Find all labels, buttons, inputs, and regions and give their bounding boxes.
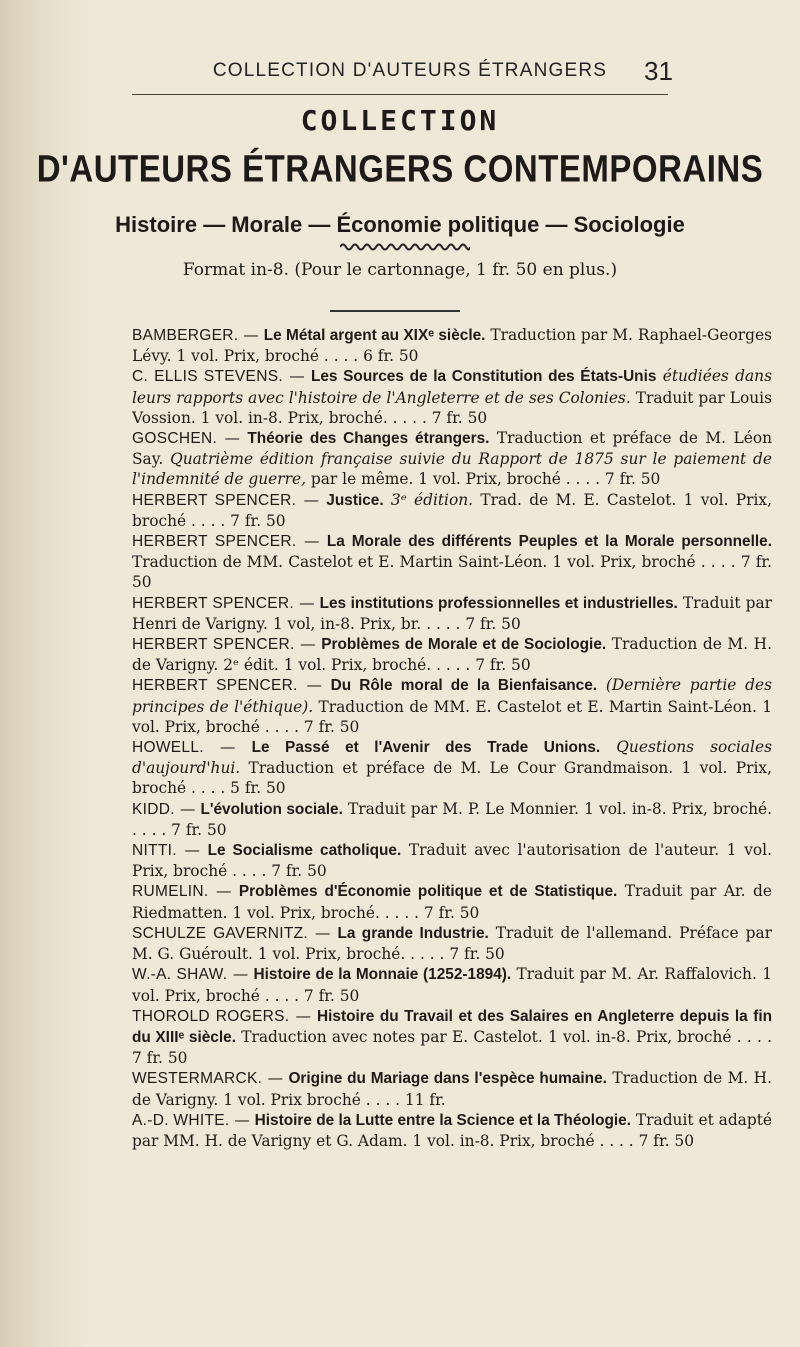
entry-subtitle: Quatrième édition française suivie du Rapport de 1875 sur le paiement de l'indemnité de guerre, — [132, 450, 772, 489]
entry-price: 7 fr. 50 — [604, 470, 661, 489]
entry-author: HERBERT SPENCER. — [132, 677, 298, 695]
entry-title: L'évolution sociale. — [200, 800, 343, 818]
entry-body: BAMBERGER. — Le Métal argent au XIXᵉ siècle. Traduction par M. Raphael-Georges Lévy. 1 vol. Prix, broché — [132, 326, 772, 366]
catalog-entry — [132, 840, 772, 881]
entry-author: HERBERT SPENCER. — [132, 533, 297, 551]
dot-leader: . . . . — [421, 614, 466, 633]
entry-price: 11 fr. — [404, 1090, 446, 1109]
entry-author: HERBERT SPENCER. — [132, 636, 295, 654]
entry-title: Histoire de la Lutte entre la Science et la Théologie. — [254, 1111, 631, 1129]
catalog-entry — [132, 923, 772, 964]
entry-title: La Morale des différents Peuples et la Morale personnelle. — [326, 533, 772, 551]
entry-details: Traduction et préface de M. Le Cour Grandmaison. 1 vol. Prix, broché — [132, 759, 772, 798]
dot-leader: . . . . — [227, 862, 272, 881]
entry-body: KIDD. — L'évolution sociale. Traduit par M. P. Le Monnier. 1 vol. in-8. Prix, broché. — [132, 799, 772, 818]
entry-title: Histoire de la Monnaie (1252-1894). — [253, 966, 512, 984]
entry-title: Histoire du Travail et des Salaires en Angleterre depuis la fin du XIIIᵉ siècle. — [132, 1007, 772, 1046]
entry-details: Traduit de l'allemand. Préface par M. G. Guéroult. 1 vol. Prix, broché. — [132, 923, 772, 964]
entry-author: GOSCHEN. — [132, 430, 218, 448]
page-edge-shadow — [0, 0, 90, 1347]
entry-price: 6 fr. 50 — [363, 347, 419, 366]
entry-author: KIDD. — [132, 800, 175, 818]
entry-details: Traduction et préface de M. Léon Say. — [132, 429, 772, 469]
entry-body: W.-A. SHAW. — Histoire de la Monnaie (1252-1894). Traduit par M. Ar. Raffalovich. 1 vol. Prix, broché — [132, 965, 773, 1005]
entry-price: 7 fr. 50 — [303, 986, 360, 1005]
entry-author: NITTI. — [132, 842, 177, 860]
catalog-entry — [132, 593, 772, 634]
entry-details: Traduction avec notes par E. Castelot. 1 vol. in-8. Prix, broché — [235, 1027, 732, 1046]
entry-body: HERBERT SPENCER. — Les institutions professionnelles et industrielles. Traduit par Henri de Varigny. 1 vol, in-8. Prix, br. — [132, 593, 772, 633]
entry-price: 7 fr. 50 — [638, 1131, 695, 1150]
entry-title: Problèmes de Morale et de Sociologie. — [321, 636, 607, 654]
entry-details: Traduit et adapté par MM. H. de Varigny et G. Adam. 1 vol. in-8. Prix, broché — [132, 1110, 772, 1150]
entry-subtitle: Questions sociales d'aujourd'hui. — [132, 738, 772, 778]
entry-author: WESTERMARCK. — [132, 1070, 263, 1088]
entry-details: Traduit par Ar. de Riedmatten. 1 vol. Prix, broché. — [132, 882, 772, 922]
entry-body: WESTERMARCK. — Origine du Mariage dans l'espèce humaine. Traduction de M. H. de Varigny. 1 vol. Prix broché — [132, 1069, 772, 1109]
running-title: COLLECTION D'AUTEURS ÉTRANGERS — [212, 60, 608, 81]
catalog-entry — [132, 881, 772, 922]
entry-body: GOSCHEN. — Théorie des Changes étrangers. Traduction et préface de M. Léon Say. Quatrième édition française suivie du Rapport de 1875 sur le paiement de l'indemnité de guerre, par le même. 1 vol. Prix, broché — [132, 429, 772, 489]
catalog-entries — [132, 325, 772, 1151]
entry-details: Traduit par Louis Vossion. 1 vol. in-8. Prix, broché. — [132, 388, 772, 427]
dot-leader: . . . . — [360, 1090, 405, 1109]
entry-details: par le même. 1 vol. Prix, broché — [306, 470, 561, 489]
catalog-entry — [132, 675, 772, 737]
entry-author: C. ELLIS STEVENS. — [132, 368, 283, 386]
entry-price: 7 fr. 50 — [271, 862, 327, 881]
entry-details: Traduction de M. H. de Varigny. 2ᵉ édit. 1 vol. Prix, broché. — [132, 635, 772, 675]
entry-price: 7 fr. 50 — [449, 945, 505, 964]
entry-body: HERBERT SPENCER. — Du Rôle moral de la Bienfaisance. (Dernière partie des principes de l'éthique). Traduction de MM. E. Castelot et E. Martin Saint-Léon. 1 vol. Prix, broché — [132, 676, 772, 736]
dot-leader: . . . . — [379, 903, 424, 922]
catalog-entry — [132, 1006, 772, 1069]
dot-leader: . . . . — [560, 470, 605, 489]
entry-details: Traduit avec l'autorisation de l'auteur. 1 vol. Prix, broché — [132, 841, 772, 881]
catalog-entry — [132, 799, 772, 840]
dot-leader: . . . . — [186, 779, 231, 798]
entry-subtitle: 3ᵉ édition. — [383, 490, 474, 509]
dot-leader: . . . . — [731, 1027, 772, 1046]
catalog-entry — [132, 490, 772, 531]
catalog-entry — [132, 428, 772, 490]
entry-title: Origine du Mariage dans l'espèce humaine. — [288, 1070, 607, 1088]
running-header — [0, 50, 800, 90]
wavy-ornament — [340, 242, 470, 252]
catalog-entry — [132, 634, 772, 675]
entry-title: Le Métal argent au XIXᵉ siècle. — [263, 327, 486, 344]
dot-leader: . . . . — [186, 511, 231, 530]
entry-author: HERBERT SPENCER. — [132, 594, 295, 612]
entry-title: Justice. — [326, 491, 384, 509]
entry-title: Théorie des Changes étrangers. — [247, 430, 490, 448]
dot-leader: . . . . — [387, 408, 432, 427]
entry-details: Traduction de MM. Castelot et E. Martin Saint-Léon. 1 vol. Prix, broché — [132, 553, 696, 572]
catalog-entry — [132, 366, 772, 428]
catalog-entry — [132, 531, 772, 593]
entry-subtitle: (Dernière partie des principes de l'éthique). — [132, 676, 772, 716]
entry-body: A.-D. WHITE. — Histoire de la Lutte entre la Science et la Théologie. Traduit et adapté par MM. H. de Varigny et G. Adam. 1 vol. in-8. Prix, broché — [132, 1110, 772, 1150]
entry-author: SCHULZE GAVERNITZ. — [132, 924, 309, 942]
dot-leader: . . . . — [594, 1131, 639, 1150]
entry-title: Du Rôle moral de la Bienfaisance. — [330, 677, 598, 695]
catalog-entry — [132, 1110, 772, 1151]
dot-leader: . . . . — [259, 717, 304, 736]
entry-price: 7 fr. 50 — [431, 408, 488, 427]
section-divider — [330, 310, 460, 312]
dot-leader: . . . . — [259, 986, 304, 1005]
entry-title: Problèmes d'Économie politique et de Statistique. — [238, 883, 618, 901]
page-number: 31 — [644, 56, 673, 86]
entry-price: 7 fr. 50 — [465, 614, 521, 633]
entry-author: THOROLD ROGERS. — [132, 1007, 290, 1025]
catalog-entry — [132, 1068, 772, 1109]
entry-subtitle: étudiées dans leurs rapports avec l'histoire de l'Angleterre et de ses Colonies. — [132, 367, 772, 407]
catalog-entry — [132, 964, 772, 1005]
entry-title: La grande Industrie. — [337, 924, 489, 942]
entry-price: 7 fr. 50 — [230, 511, 286, 530]
format-note: Format in-8. (Pour le cartonnage, 1 fr. 50 en plus.) — [182, 260, 618, 280]
entry-body: NITTI. — Le Socialisme catholique. Traduit avec l'autorisation de l'auteur. 1 vol. Prix, broché — [132, 841, 772, 881]
header-rule — [132, 94, 668, 95]
entry-body: SCHULZE GAVERNITZ. — La grande Industrie. Traduit de l'allemand. Préface par M. G. Guéroult. 1 vol. Prix, broché. — [132, 923, 772, 964]
entry-title: Les institutions professionnelles et industrielles. — [319, 594, 678, 612]
entry-author: HOWELL. — [132, 739, 204, 757]
entry-price: 7 fr. 50 — [423, 903, 480, 922]
entry-price: 7 fr. 50 — [132, 1049, 188, 1068]
entry-body: HERBERT SPENCER. — Problèmes de Morale et de Sociologie. Traduction de M. H. de Varigny. 2ᵉ édit. 1 vol. Prix, broché. — [132, 635, 772, 675]
entry-body: HERBERT SPENCER. — Justice. 3ᵉ édition. Trad. de M. E. Castelot. 1 vol. Prix, broché — [132, 490, 772, 530]
entry-author: RUMELIN. — [132, 883, 209, 901]
entry-author: BAMBERGER. — [132, 327, 239, 344]
entry-title: Le Socialisme catholique. — [207, 842, 402, 860]
entry-title: Le Passé et l'Avenir des Trade Unions. — [251, 739, 601, 757]
entry-title: Les Sources de la Constitution des États-Unis — [310, 368, 657, 386]
entry-details: Traduit par Henri de Varigny. 1 vol, in-8. Prix, br. — [132, 593, 772, 633]
entry-body: RUMELIN. — Problèmes d'Économie politique et de Statistique. Traduit par Ar. de Riedmatten. 1 vol. Prix, broché. — [132, 882, 772, 922]
collection-subtitle: D'AUTEURS ÉTRANGERS CONTEMPORAINS — [36, 147, 764, 190]
entry-body: C. ELLIS STEVENS. — Les Sources de la Constitution des États-Unis étudiées dans leurs rapports avec l'histoire de l'Angleterre et de ses Colonies. Traduit par Louis Vossion. 1 vol. in-8. Prix, broché. — [132, 367, 772, 427]
entry-details: Traduction de M. H. de Varigny. 1 vol. Prix broché — [132, 1069, 772, 1109]
dot-leader: . . . . — [405, 945, 450, 964]
dot-leader: . . . . — [695, 553, 741, 572]
entry-price: 7 fr. 50 — [132, 553, 772, 592]
entry-body: HERBERT SPENCER. — La Morale des différents Peuples et la Morale personnelle. Traduction de MM. Castelot et E. Martin Saint-Léon. 1 vol. Prix, broché — [132, 532, 772, 572]
dot-leader: . . . . — [319, 347, 364, 366]
dot-leader: . . . . — [431, 656, 476, 675]
dot-leader: . . . . — [132, 820, 172, 839]
entry-details: Traduction de MM. E. Castelot et E. Martin Saint-Léon. 1 vol. Prix, broché — [132, 697, 772, 736]
entry-price: 5 fr. 50 — [230, 779, 286, 798]
entry-body: THOROLD ROGERS. — Histoire du Travail et des Salaires en Angleterre depuis la fin du XIIIᵉ siècle. Traduction avec notes par E. Castelot. 1 vol. in-8. Prix, broché — [132, 1006, 772, 1046]
entry-price: 7 fr. 50 — [303, 717, 360, 736]
entry-author: W.-A. SHAW. — [132, 966, 228, 984]
entry-author: HERBERT SPENCER. — [132, 491, 297, 509]
entry-details: Trad. de M. E. Castelot. 1 vol. Prix, broché — [132, 490, 772, 530]
entry-author: A.-D. WHITE. — [132, 1111, 230, 1129]
entry-details: Traduit par M. P. Le Monnier. 1 vol. in-8. Prix, broché. — [342, 799, 772, 818]
entry-details: Traduit par M. Ar. Raffalovich. 1 vol. Prix, broché — [132, 965, 773, 1005]
subjects-line: Histoire — Morale — Économie politique — Sociologie — [115, 212, 685, 237]
catalog-entry — [132, 737, 772, 799]
entry-details: Traduction par M. Raphael-Georges Lévy. 1 vol. Prix, broché — [132, 326, 772, 366]
entry-price: 7 fr. 50 — [171, 820, 227, 839]
catalog-entry — [132, 325, 772, 366]
collection-title: COLLECTION — [300, 104, 500, 137]
entry-price: 7 fr. 50 — [475, 656, 531, 675]
entry-body: HOWELL. — Le Passé et l'Avenir des Trade Unions. Questions sociales d'aujourd'hui. Traduction et préface de M. Le Cour Grandmaison. 1 vol. Prix, broché — [132, 738, 772, 798]
